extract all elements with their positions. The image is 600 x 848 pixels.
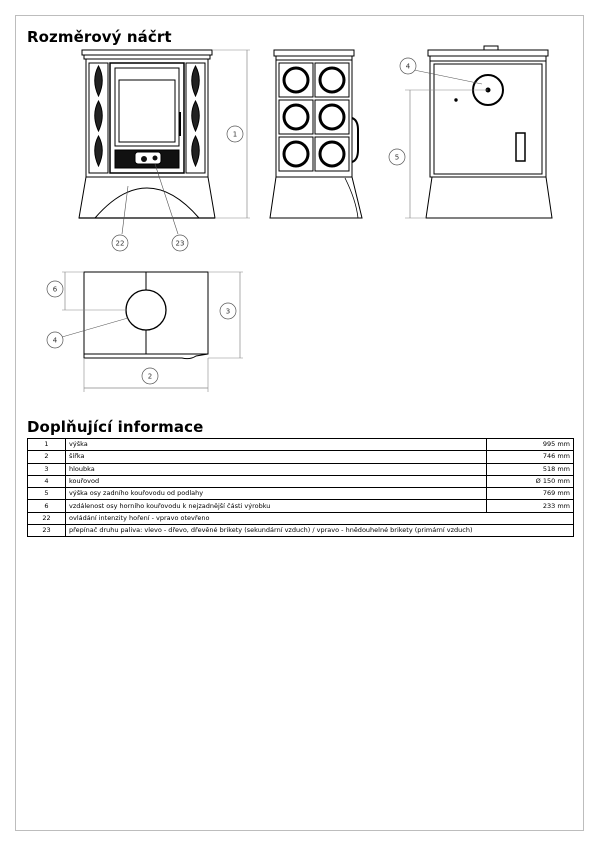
row-number: 5 [28, 488, 66, 500]
table-row [28, 488, 574, 500]
row-value: 995 mm [487, 439, 574, 451]
table-row [28, 475, 574, 487]
table-row [28, 525, 574, 537]
row-description: hloubka [66, 463, 487, 475]
callout-label-2: 2 [147, 372, 153, 381]
callout-label-5: 5 [394, 153, 400, 162]
row-number: 3 [28, 463, 66, 475]
row-value: Ø 150 mm [487, 475, 574, 487]
row-description: šířka [66, 451, 487, 463]
row-number: 22 [28, 512, 66, 524]
top-view [47, 272, 243, 392]
row-value: 769 mm [487, 488, 574, 500]
info-table [27, 438, 574, 537]
row-value: 746 mm [487, 451, 574, 463]
table-row [28, 512, 574, 524]
callout-label-6: 6 [52, 285, 58, 294]
side-view [270, 50, 362, 218]
callout-label-1: 1 [232, 130, 238, 139]
callout-label-22: 22 [115, 239, 125, 248]
table-row [28, 463, 574, 475]
row-number: 6 [28, 500, 66, 512]
row-number: 4 [28, 475, 66, 487]
callout-label-23: 23 [175, 239, 185, 248]
table-row [28, 500, 574, 512]
row-description: kouřovod [66, 475, 487, 487]
row-description: výška [66, 439, 487, 451]
row-description: vzdálenost osy horního kouřovodu k nejzadnější části výrobku [66, 500, 487, 512]
row-value: 518 mm [487, 463, 574, 475]
front-view [79, 50, 250, 251]
row-description: přepínač druhu paliva: vlevo - dřevo, dřevěné brikety (sekundární vzduch) / vpravo - hnědouhelné brikety (primární vzduch) [66, 525, 574, 537]
row-number: 2 [28, 451, 66, 463]
row-description: ovládání intenzity hoření - vpravo otevřeno [66, 512, 574, 524]
row-value: 233 mm [487, 500, 574, 512]
row-number: 1 [28, 439, 66, 451]
info-title: Doplňující informace [27, 418, 204, 436]
callout-label-3: 3 [225, 307, 231, 316]
back-view [389, 46, 552, 218]
callout-label-4-back: 4 [405, 62, 411, 71]
row-number: 23 [28, 525, 66, 537]
row-description: výška osy zadního kouřovodu od podlahy [66, 488, 487, 500]
table-row [28, 439, 574, 451]
table-row [28, 451, 574, 463]
callout-label-4-top: 4 [52, 336, 58, 345]
sketch-title: Rozměrový náčrt [27, 28, 172, 46]
